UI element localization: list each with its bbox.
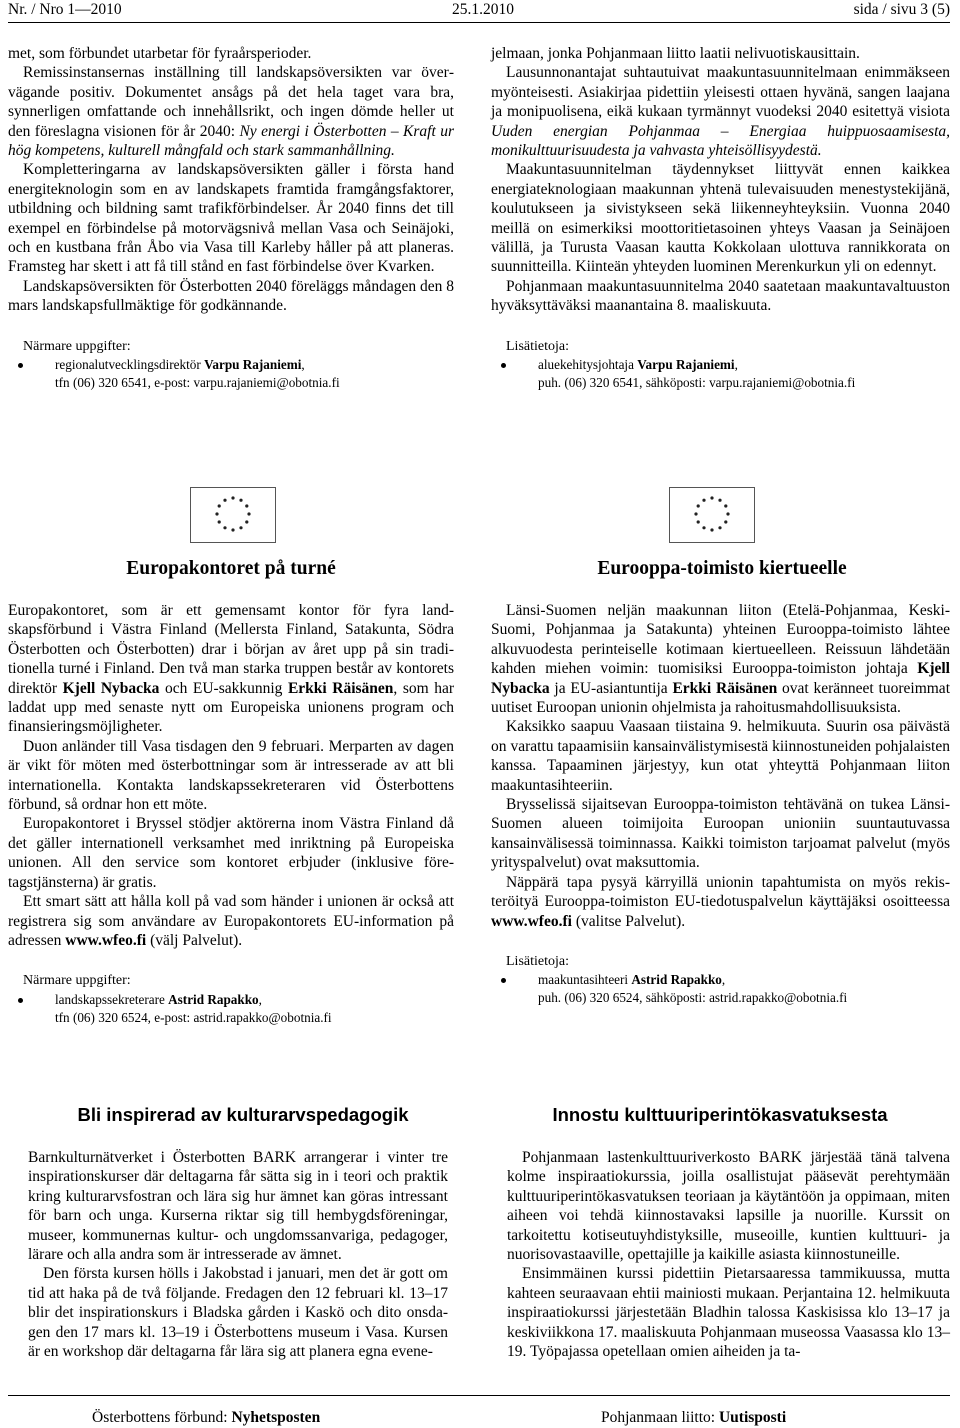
- paragraph: Brysselissä sijaitsevan Eurooppa-toimiston tehtävänä on tukea Länsi-Suomen alueen toimijoita Euroopan unioniin suuntautuvassa kansainvälisessä toiminnassa. Kaikki toimiston tarjoamat palvelut (myös yrityspalvelut) ovat maksuttomia.: [491, 796, 950, 872]
- paragraph: Pohjanmaan maakuntasuunnitelma 2040 saatetaan maakuntavaltuuston hyväksyttäväksi maanantaina 8. maaliskuuta.: [491, 277, 950, 315]
- page-header: [8, 0, 950, 23]
- contact-details: tfn (06) 320 6541, e-post: varpu.rajaniemi@obotnia.fi: [55, 375, 340, 391]
- bullet-icon: [18, 998, 23, 1003]
- section1-fi: [491, 44, 950, 392]
- paragraph: Länsi-Suomen neljän maakunnan liiton (Etelä-Pohjanmaa, Keski-Suomi, Pohjanmaa ja Satakunta) yhteinen Eurooppa-toimisto lähtee alkuvuodesta perinteiselle kotimaan kiertueelleen. Reissuun lähdetään kahden miehen voimin: tuomisiksi Eurooppa-toimiston johtaja Kjell Nybacka ja EU-asiantuntija Erkki Räisänen ovat keränneet tuoreimmat uutiset Euroopan unionin ohjelmista ja rahoitusmahdollisuuksista.: [491, 602, 950, 717]
- issue-date: 25.1.2010: [452, 1, 514, 18]
- footer-publication-sv: Österbottens förbund: Nyhetsposten: [92, 1409, 321, 1426]
- paragraph: Den första kursen hölls i Jakobstad i januari, men det är gott om tid att haka på de två följande. Fredagen den 12 februari kl. 13–17 blir det inspirationskurs i Bladska gården i Kaskö och dito onsdagen den 17 mars kl. 13–19 i Österbottens museum i Vasa. Kursen är en workshop där deltagarna får lära sig att planera egna evene-: [28, 1265, 448, 1361]
- paragraph: Kompletteringarna av landskapsöversikten gäller i första hand energiteknologin som en av landskapets framtida framgångsfaktorer, utbildning och bildning samt trafikförbindelser. År 2040 finns det till exempel en förbindelse på motorvägsnivå mellan Vasa och Seinäjoki, och en kustbana från Åbo via Vasa till Karleby håller på att planeras. Framsteg har skett i att få till stånd en fast förbindelse över Kvarken.: [8, 161, 454, 276]
- issue-number: Nr. / Nro 1—2010: [8, 1, 122, 18]
- contact-details: puh. (06) 320 6541, sähköposti: varpu.rajaniemi@obotnia.fi: [538, 375, 856, 391]
- page-number: sida / sivu 3 (5): [853, 1, 950, 18]
- article-title: Europakontoret på turné: [126, 558, 336, 579]
- contact-item: aluekehitysjohtaja Varpu Rajaniemi, puh. (06) 320 6541, sähköposti: varpu.rajaniemi@obotnia.fi: [491, 356, 950, 392]
- contact-item: maakuntasihteeri Astrid Rapakko, puh. (06) 320 6524, sähköposti: astrid.rapakko@obotnia.fi: [491, 971, 950, 1007]
- page-footer: [8, 1395, 950, 1426]
- paragraph: Duon anländer till Vasa tisdagen den 9 februari. Merparten av dagen är vikt för möten med österbottningar som är intresserade av att bli internationella. Kontakta landskapssekreteraren vid Österbottens förbund, så ordnar hon ett möte.: [8, 737, 454, 814]
- paragraph: Pohjanmaan lastenkulttuuriverkosto BARK järjestää tänä talvena kolme inspiraatiokurssia, joilla osallistujat pääsevät perehtymään kulttuuriperintökasvatuksen teoriaan ja käytäntöön ja oppimaan, miten aiheen voi tehdä kiinnostavaksi lapsille ja nuorille. Kurssit on tarkoitettu kotiseutuyhdistyksille, museoille, kuntien kulttuuri- ja nuorisovastaaville, opettajille ja kaikille asiasta kiinnostuneille.: [507, 1149, 950, 1264]
- paragraph: jelmaan, jonka Pohjanmaan liitto laatii nelivuotiskausittain.: [491, 45, 860, 62]
- article-title: Bli inspirerad av kulturarvspedagogik: [77, 1104, 409, 1125]
- paragraph: Remissinstansernas inställning till landskapsöversikten var övervägande positiv. Dokumentet ansågs på det hela taget vara bra, synnerligen omfattande och innehållsrikt, och ingen dömde heller ut den föreslagna visionen för år 2040: Ny energi i Österbotten – Kraft ur hög kompetens, kulturell mångfald och stark sammanhållning.: [8, 64, 454, 160]
- section3-fi: [507, 1148, 950, 1361]
- contact-label: Lisätietoja:: [506, 338, 569, 354]
- contact-details: puh. (06) 320 6524, sähköposti: astrid.rapakko@obotnia.fi: [538, 990, 848, 1006]
- contact-details: tfn (06) 320 6524, e-post: astrid.rapakko@obotnia.fi: [55, 1009, 332, 1025]
- paragraph: Kaksikko saapuu Vaasaan tiistaina 9. helmikuuta. Suurin osa päivästä on varattu tapaamisiin kansainvälistymisestä kiinnostuneiden pohjalaisten kanssa. Tapaaminen järjestyy, kun otat yhteyttä Pohjanmaan liiton maakuntasihteeriin.: [491, 718, 950, 794]
- paragraph: Barnkulturnätverket i Österbotten BARK arrangerar i vinter tre inspirationskurser där deltagarna får sätta sig in i teori och praktik kring kulturarvsfostran och lära sig hur ämnet kan göras intressant för barn och unga. Kurserna riktar sig till hembygdsföreningar, museer, kommunernas kultur- och ungdomssanvariga, pedagoger, lärare och alla andra som är intresserade av ämnet.: [28, 1149, 448, 1264]
- contact-label: Närmare uppgifter:: [23, 338, 131, 354]
- bullet-icon: [501, 363, 506, 368]
- paragraph: Näppärä tapa pysyä kärryillä unionin tapahtumista on myös rekisteröityä Eurooppa-toimiston EU-tiedotuspalvelun käyttäjäksi osoitteessa www.wfeo.fi (valitse Palvelut).: [491, 873, 950, 930]
- paragraph: Europakontoret i Bryssel stödjer aktörerna inom Västra Finland då det gäller internationell verksamhet med inriktning på Europeiska unionen. All den service som kontoret erbjuder (inklusive företagstjänsterna) är gratis.: [8, 815, 454, 891]
- paragraph: Lausunnonantajat suhtautuivat maakuntasuunnitelmaan enimmäkseen myönteisesti. Asiakirjaa pidettiin yleisesti ottaen hyvänä, sangen laajana ja monipuolisena, eikä kukaan tyrmännyt vuodeksi 2040 esitettyä visiota Uuden energian Pohjanmaa – Energiaa huippuosaamisesta, monikulttuurisuudesta ja vahvasta yhteisöllisyydestä.: [491, 64, 950, 160]
- paragraph: Ensimmäinen kurssi pidettiin Pietarsaaressa tammikuussa, mutta kahteen seuraavaan ehtii mainiosti mukaan. Perjantaina 12. helmikuuta inspiraatiokurssi järjestetään Bladhin talossa Kaskisissa klo 13–17 ja keskiviikkona 17. maaliskuuta Pohjanmaan museossa Vaasassa klo 13–19. Työpajassa opetellaan omien aiheiden ja ta-: [507, 1265, 950, 1361]
- footer-publication-fi: Pohjanmaan liitto: Uutisposti: [601, 1409, 787, 1426]
- paragraph: Ett smart sätt att hålla koll på vad som händer i unionen är också att registrera sig som användare av Europakontorets EU-information på adressen www.wfeo.fi (välj Palvelut).: [8, 893, 454, 949]
- contact-item: regionalutvecklingsdirektör Varpu Rajaniemi, tfn (06) 320 6541, e-post: varpu.rajaniemi@obotnia.fi: [8, 356, 454, 392]
- section3-sv: [28, 1148, 448, 1361]
- section1-sv: [8, 44, 454, 392]
- article-title: Innostu kulttuuriperintökasvatuksesta: [552, 1104, 888, 1125]
- section2-fi: [491, 601, 950, 1007]
- section2-sv: [8, 601, 454, 1027]
- bullet-icon: [501, 978, 506, 983]
- eu-flag-icon: [190, 487, 276, 543]
- paragraph: met, som förbundet utarbetar för fyraårsperioder.: [8, 45, 312, 62]
- article-title: Eurooppa-toimisto kiertueelle: [597, 558, 847, 579]
- contact-label: Närmare uppgifter:: [23, 973, 131, 989]
- website-link[interactable]: www.wfeo.fi: [491, 912, 572, 930]
- contact-label: Lisätietoja:: [506, 953, 569, 969]
- paragraph: Europakontoret, som är ett gemensamt kontor för fyra landskapsförbund i Västra Finland (Mellersta Finland, Satakunta, Södra Österbotten och Österbotten) drar i början av året upp på sin traditionella turné i Finland. Den två man starka truppen består av kontorets direktör Kjell Nybacka och EU-sakkunnig Erkki Räisänen, som har laddat upp med senaste nytt om Europeiska unionens program och finansieringsmöjligheter.: [8, 602, 454, 736]
- paragraph: Landskapsöversikten för Österbotten 2040 föreläggs måndagen den 8 mars landskapsfullmäktige för godkännande.: [8, 277, 454, 315]
- bullet-icon: [18, 363, 23, 368]
- website-link[interactable]: www.wfeo.fi: [65, 931, 147, 949]
- contact-item: landskapssekreterare Astrid Rapakko, tfn (06) 320 6524, e-post: astrid.rapakko@obotnia.fi: [8, 991, 454, 1027]
- eu-flag-icon: [669, 487, 755, 543]
- paragraph: Maakuntasuunnitelman täydennykset liittyvät ennen kaikkea energiateknologiaan maakunnan yhtenä tulevaisuuden menestystekijänä, koulutukseen ja sivistykseen sekä liikenneyhteyksiin. Vuonna 2040 meillä on esimerkiksi moottoritietasoinen yhteys Vaasan ja Seinäjoen välillä, ja Turusta Vaasan kautta Kokkolaan ulottuva rannikkorata on suunnitteilla. Kiinteän yhteyden luominen Merenkurkun yli on edennyt.: [491, 161, 950, 276]
